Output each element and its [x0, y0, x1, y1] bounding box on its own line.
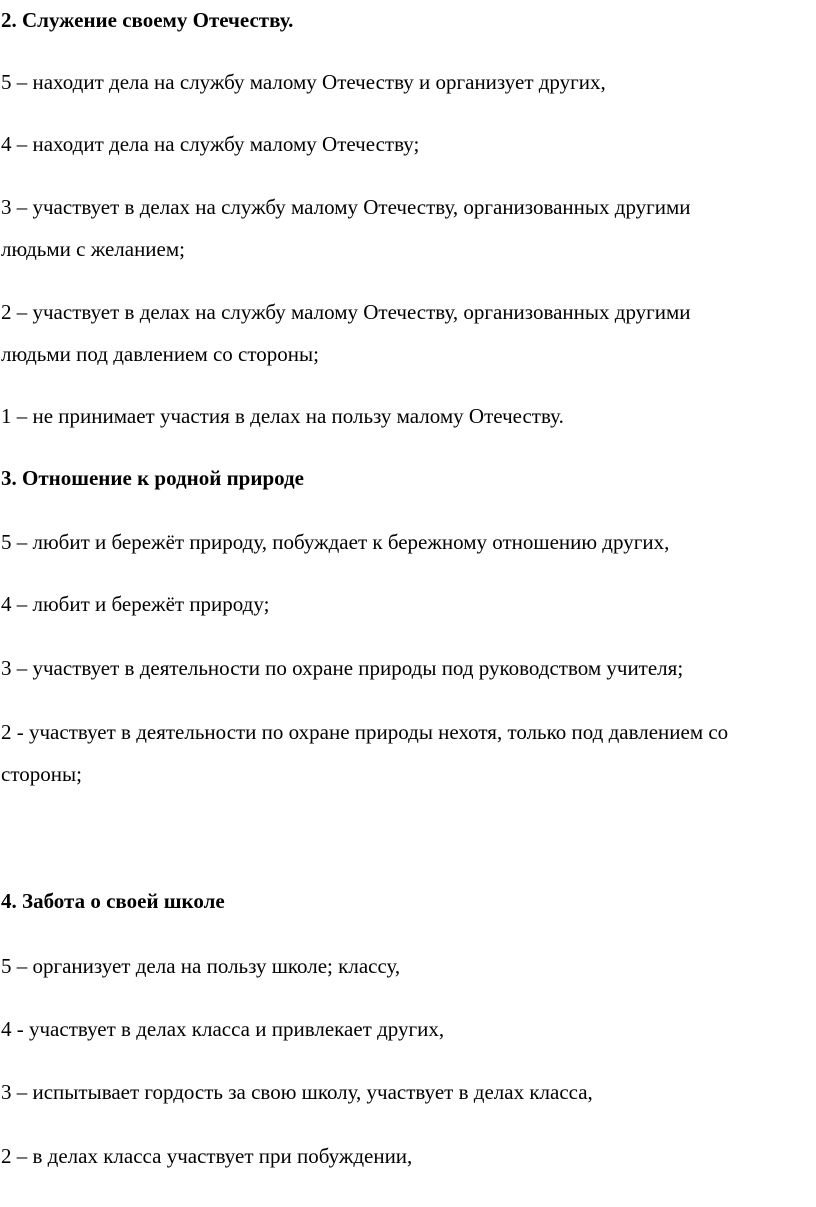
section-3-item-3: 3 – участвует в деятельности по охране природы под руководством учителя;	[1, 656, 684, 680]
section-4-item-2: 2 – в делах класса участвует при побуждении,	[1, 1144, 413, 1168]
section-2-item-4: 4 – находит дела на службу малому Отечеству;	[1, 132, 420, 156]
section-2-heading: 2. Служение своему Отечеству.	[1, 8, 294, 32]
section-4-heading: 4. Забота о своей школе	[1, 889, 225, 913]
section-3-item-2-line-2: стороны;	[1, 762, 82, 786]
section-2-item-2-line-1: 2 – участвует в делах на службу малому Отечеству, организованных другими	[1, 300, 691, 324]
section-3-item-5: 5 – любит и бережёт природу, побуждает к бережному отношению других,	[1, 530, 670, 554]
section-4-item-3: 3 – испытывает гордость за свою школу, участвует в делах класса,	[1, 1080, 593, 1104]
section-3-item-4: 4 – любит и бережёт природу;	[1, 592, 270, 616]
section-2-item-5: 5 – находит дела на службу малому Отечеству и организует других,	[1, 70, 606, 94]
section-2-item-3-line-1: 3 – участвует в делах на службу малому Отечеству, организованных другими	[1, 195, 691, 219]
section-2-item-3-line-2: людьми с желанием;	[1, 237, 185, 261]
section-2-item-1: 1 – не принимает участия в делах на пользу малому Отечеству.	[1, 404, 564, 428]
section-4-item-4: 4 - участвует в делах класса и привлекает других,	[1, 1017, 445, 1041]
section-3-item-2-line-1: 2 - участвует в деятельности по охране природы нехотя, только под давлением со	[1, 720, 729, 744]
section-2-item-2-line-2: людьми под давлением со стороны;	[1, 342, 319, 366]
section-3-heading: 3. Отношение к родной природе	[1, 466, 304, 490]
section-4-item-5: 5 – организует дела на пользу школе; классу,	[1, 954, 401, 978]
